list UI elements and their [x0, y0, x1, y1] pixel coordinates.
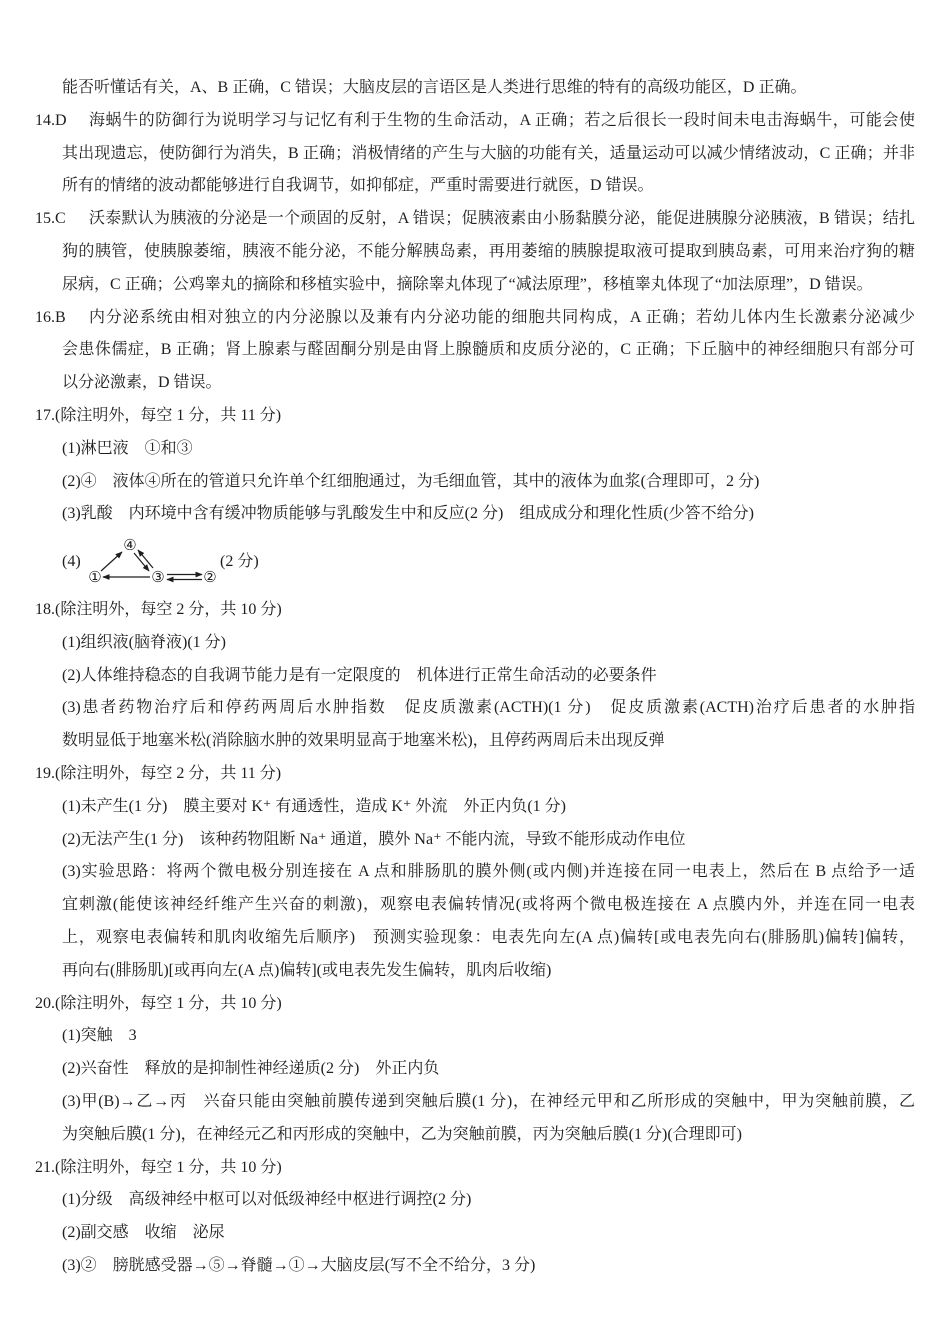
scoring-note: (除注明外，每空 1 分，共 10 分) — [55, 995, 282, 1012]
subpart-answer: 无法产生(1 分) 该种药物阻断 Na⁺ 通道，膜外 Na⁺ 不能内流，导致不能形成动作电位 — [80, 831, 686, 848]
subpart-answer: 突触 3 — [80, 1027, 137, 1044]
subpart-answer: 副交感 收缩 泌尿 — [80, 1224, 225, 1241]
subpart-label: (1) — [62, 440, 81, 457]
subpart-answer: 人体维持稳态的自我调节能力是有一定限度的 机体进行正常生命活动的必要条件 — [80, 667, 657, 684]
subpart-label: (3) — [62, 505, 81, 522]
subpart-answer: 未产生(1 分) 膜主要对 K⁺ 有通透性，造成 K⁺ 外流 外正内负(1 分) — [80, 798, 566, 815]
subpart-answer: 实验思路：将两个微电极分别连接在 A 点和腓肠肌的膜外侧(或内侧)并连接在同一电表上，然后在 B 点给予一适 — [80, 863, 915, 880]
explanation-line — [35, 209, 915, 229]
subpart-label: (3) — [62, 1093, 81, 1110]
subpart-4 — [62, 552, 81, 572]
explanation-text: 内分泌系统由相对独立的内分泌腺以及兼有内分泌功能的细胞共同构成，A 正确；若幼儿体内生长激素分泌减少 — [89, 309, 915, 326]
subpart-label: (2) — [62, 1224, 81, 1241]
question-header — [35, 406, 915, 426]
subpart-3 — [62, 1256, 915, 1276]
arrow-node-left-to-node-top — [101, 552, 122, 571]
explanation-line: 其出现遗忘，使防御行为消失，B 正确；消极情绪的产生与大脑的功能有关，适量运动可以减少情绪波动，C 正确；并非 — [62, 145, 915, 162]
explanation-line: 狗的胰管，使胰腺萎缩，胰液不能分泌，不能分解胰岛素，再用萎缩的胰腺提取液可提取到胰岛素，可用来治疗狗的糖 — [62, 243, 915, 260]
subpart-label: (3) — [62, 1257, 81, 1274]
subpart-label: (3) — [62, 863, 81, 880]
subpart-label: (1) — [62, 1027, 81, 1044]
subpart-answer-continued: 为突触后膜(1 分)，在神经元乙和丙形成的突触中，乙为突触前膜，丙为突触后膜(1 分)(合理即可) — [62, 1126, 742, 1143]
subpart-1 — [62, 1026, 915, 1046]
subpart-label: (4) — [62, 553, 81, 570]
subpart-score: (2 分) — [220, 553, 259, 570]
question-number: 20. — [35, 995, 55, 1012]
subpart-label: (2) — [62, 831, 81, 848]
question-number: 18. — [35, 601, 55, 618]
continued-explanation-line: 能否听懂话有关，A、B 正确，C 错误；大脑皮层的言语区是人类进行思维的特有的高级功能区，D 正确。 — [62, 79, 807, 96]
subpart-2 — [62, 666, 915, 686]
explanation-line: 尿病，C 正确；公鸡睾丸的摘除和移植实验中，摘除睾丸体现了“减法原理”，移植睾丸体现了“加法原理”，D 错误。 — [62, 276, 873, 293]
scoring-note: (除注明外，每空 2 分，共 11 分) — [55, 765, 282, 782]
question-header — [35, 994, 915, 1014]
subpart-3 — [62, 1092, 915, 1112]
explanation-line: 以分泌激素，D 错误。 — [62, 374, 222, 391]
scoring-note: (除注明外，每空 2 分，共 10 分) — [55, 601, 282, 618]
subpart-answer-continued: 再向右(腓肠肌)[或再向左(A 点)偏转](或电表先发生偏转，肌肉后收缩) — [62, 962, 552, 979]
subpart-1 — [62, 797, 915, 817]
question-number: 14.D — [35, 112, 67, 129]
node-top-label: ④ — [123, 538, 137, 554]
body-fluid-relationship-diagram — [86, 534, 222, 586]
subpart-label: (2) — [62, 1060, 81, 1077]
explanation-line: 会患侏儒症，B 正确；肾上腺素与醛固酮分别是由肾上腺髓质和皮质分泌的，C 正确；下丘脑中的神经细胞只有部分可 — [62, 341, 915, 358]
subpart-answer-continued: 上，观察电表偏转和肌肉收缩先后顺序) 预测实验现象：电表先向左(A 点)偏转[或电表先向右(腓肠肌)偏转]偏转， — [62, 929, 915, 946]
node-left-label: ① — [88, 570, 102, 586]
subpart-answer-continued: 宜刺激(能使该神经纤维产生兴奋的刺激)，观察电表偏转情况(或将两个微电极连接在 A 点膜内外，并连在同一电表 — [62, 896, 915, 913]
question-header — [35, 1158, 915, 1178]
subpart-answer: 分级 高级神经中枢可以对低级神经中枢进行调控(2 分) — [80, 1191, 472, 1208]
explanation-text: 海蜗牛的防御行为说明学习与记忆有利于生物的生命活动，A 正确；若之后很长一段时间未电击海蜗牛，可能会使 — [89, 112, 915, 129]
subpart-label: (2) — [62, 473, 81, 490]
subpart-answer: ② 膀胱感受器→⑤→脊髓→①→大脑皮层(写不全不给分，3 分) — [80, 1257, 536, 1274]
question-number: 17. — [35, 407, 55, 424]
scoring-note: (除注明外，每空 1 分，共 11 分) — [55, 407, 282, 424]
subpart-2 — [62, 1059, 915, 1079]
question-number: 19. — [35, 765, 55, 782]
subpart-label: (1) — [62, 1191, 81, 1208]
arrow-node-top-to-node-middle — [134, 553, 149, 571]
question-number: 15.C — [35, 210, 66, 227]
node-right-label: ② — [203, 570, 217, 586]
subpart-3 — [62, 862, 915, 882]
subpart-1 — [62, 1190, 915, 1210]
subpart-answer-continued: 数明显低于地塞米松(消除脑水肿的效果明显高于地塞米松)，且停药两周后未出现反弹 — [62, 732, 665, 749]
explanation-line — [35, 308, 915, 328]
subpart-1 — [62, 439, 915, 459]
subpart-answer: 兴奋性 释放的是抑制性神经递质(2 分) 外正内负 — [80, 1060, 440, 1077]
subpart-2 — [62, 472, 915, 492]
subpart-label: (3) — [62, 699, 81, 716]
question-number: 16.B — [35, 309, 66, 326]
subpart-answer: 甲(B)→乙→丙 兴奋只能由突触前膜传递到突触后膜(1 分)，在神经元甲和乙所形成的突触中，甲为突触前膜，乙 — [80, 1093, 915, 1110]
subpart-2 — [62, 1223, 915, 1243]
question-header — [35, 764, 915, 784]
subpart-answer: 患者药物治疗后和停药两周后水肿指数 促皮质激素(ACTH)(1 分) 促皮质激素(ACTH)治疗后患者的水肿指 — [80, 699, 915, 716]
node-middle-label: ③ — [151, 570, 165, 586]
subpart-answer: 淋巴液 ①和③ — [80, 440, 193, 457]
subpart-1 — [62, 633, 915, 653]
scoring-note: (除注明外，每空 1 分，共 10 分) — [55, 1159, 282, 1176]
subpart-3 — [62, 698, 915, 718]
explanation-line — [35, 111, 915, 131]
explanation-line: 所有的情绪的波动都能够进行自我调节，如抑郁症，严重时需要进行就医，D 错误。 — [62, 177, 654, 194]
subpart-answer: 乳酸 内环境中含有缓冲物质能够与乳酸发生中和反应(2 分) 组成成分和理化性质(少答不给分) — [80, 505, 754, 522]
subpart-answer: 组织液(脑脊液)(1 分) — [80, 634, 226, 651]
question-number: 21. — [35, 1159, 55, 1176]
subpart-label: (2) — [62, 667, 81, 684]
question-header — [35, 600, 915, 620]
subpart-answer: ④ 液体④所在的管道只允许单个红细胞通过，为毛细血管，其中的液体为血浆(合理即可，2 分) — [80, 473, 760, 490]
arrow-node-middle-to-node-top — [138, 550, 153, 568]
subpart-2 — [62, 830, 915, 850]
subpart-label: (1) — [62, 634, 81, 651]
explanation-text: 沃泰默认为胰液的分泌是一个顽固的反射，A 错误；促胰液素由小肠黏膜分泌，能促进胰腺分泌胰液，B 错误；结扎 — [89, 210, 915, 227]
subpart-label: (1) — [62, 798, 81, 815]
subpart-3 — [62, 504, 915, 524]
